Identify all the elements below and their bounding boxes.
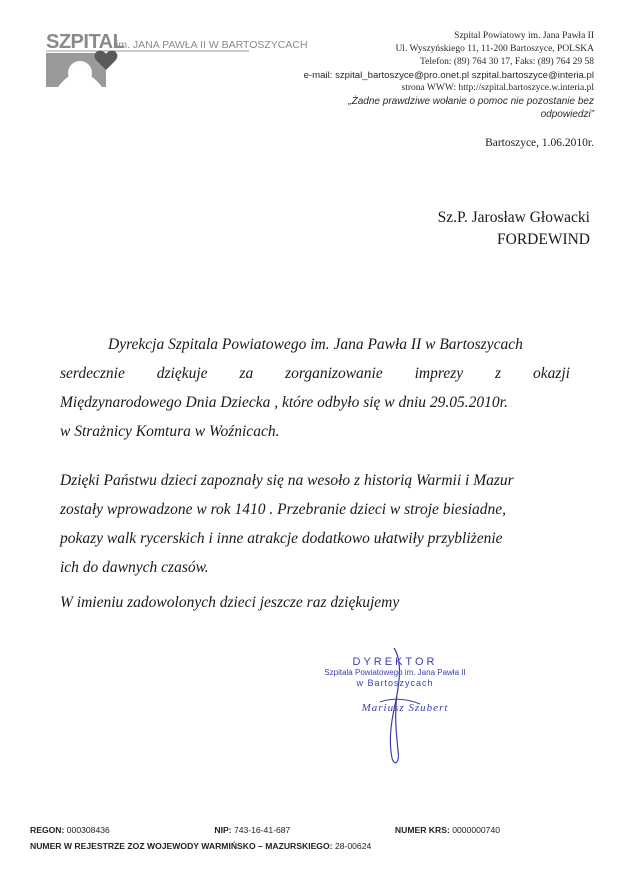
paragraph-details [60, 466, 570, 582]
logo-wordmark: SZPITAL [46, 31, 125, 53]
recipient-block [438, 207, 590, 251]
paragraph-line: zostały wprowadzone w rok 1410 . Przebranie dzieci w stroje biesiadne, [60, 501, 507, 518]
paragraph-line: pokazy walk rycerskich i inne atrakcje dodatkowo ułatwiły przybliżenie [60, 530, 503, 547]
stamp-title: DYREKTOR [352, 656, 438, 668]
paragraph-line: Dzięki Państwu dzieci zapoznały się na wesoło z historią Warmii i Mazur [60, 472, 514, 489]
hospital-website: strona WWW: http://szpital.bartoszyce.w.interia.pl [401, 83, 594, 93]
motto-line-1: „Żadne prawdziwe wołanie o pomoc nie pozostanie bez [348, 96, 594, 107]
paragraph-closing [60, 588, 570, 617]
register-value: 28-00624 [334, 841, 372, 851]
paragraph-thanks [60, 330, 570, 446]
paragraph-line: Dyrekcja Szpitala Powiatowego im. Jana Pawła II w Bartoszycach [108, 336, 523, 353]
krs-field [395, 822, 500, 838]
krs-value: 0000000740 [452, 825, 500, 835]
logo-graphic [44, 28, 308, 108]
stamp-director-name: Mariusz Szubert [361, 702, 449, 714]
nip-label: NIP: [214, 825, 232, 835]
footer-row-ids [30, 822, 500, 838]
hospital-phone: Telefon: (89) 764 30 17, Faks: (89) 764 29 58 [419, 57, 594, 67]
krs-label: NUMER KRS: [394, 825, 450, 835]
paragraph-line: Międzynarodowego Dnia Dziecka , które odbyło się w dniu 29.05.2010r. [60, 394, 508, 411]
regon-field [30, 822, 110, 838]
registration-footer [30, 822, 610, 854]
recipient-company: FORDEWIND [497, 231, 590, 248]
hospital-address: Ul. Wyszyńskiego 11, 11-200 Bartoszyce, POLSKA [395, 44, 594, 54]
stamp-city: w Bartoszycach [356, 678, 434, 688]
paragraph-line: ich do dawnych czasów. [60, 559, 209, 576]
nip-field [214, 822, 290, 838]
motto-line-2: odpowiedzi” [540, 109, 594, 120]
stamp-organization: Szpitala Powiatowego im. Jana Pawła II [324, 668, 466, 677]
handwritten-signature [350, 640, 440, 770]
hospital-logo [44, 28, 308, 108]
footer-row-register [30, 838, 610, 854]
paragraph-line: w Strażnicy Komtura w Woźnicach. [60, 423, 280, 440]
logo-subtitle: im. JANA PAWŁA II W BARTOSZYCACH [116, 39, 308, 51]
paragraph-line: W imieniu zadowolonych dzieci jeszcze raz dziękujemy [60, 594, 400, 611]
paragraph-line: serdecznie dziękuje za zorganizowanie imprezy z okazji [60, 365, 570, 382]
regon-value: 000308436 [66, 825, 110, 835]
regon-label: REGON: [30, 825, 65, 835]
hospital-name: Szpital Powiatowy im. Jana Pawła II [454, 31, 594, 41]
nip-value: 743-16-41-687 [233, 825, 291, 835]
letter-date: Bartoszyce, 1.06.2010r. [485, 137, 594, 149]
recipient-name: Sz.P. Jarosław Głowacki [437, 209, 590, 226]
letterhead-contact [304, 30, 594, 121]
register-label: NUMER W REJESTRZE ZOZ WOJEWODY WARMIŃSKO – MAZURSKIEGO: [30, 841, 333, 851]
hospital-email: e-mail: szpital_bartoszyce@pro.onet.pl szpital.bartoszyce@interia.pl [303, 70, 594, 81]
